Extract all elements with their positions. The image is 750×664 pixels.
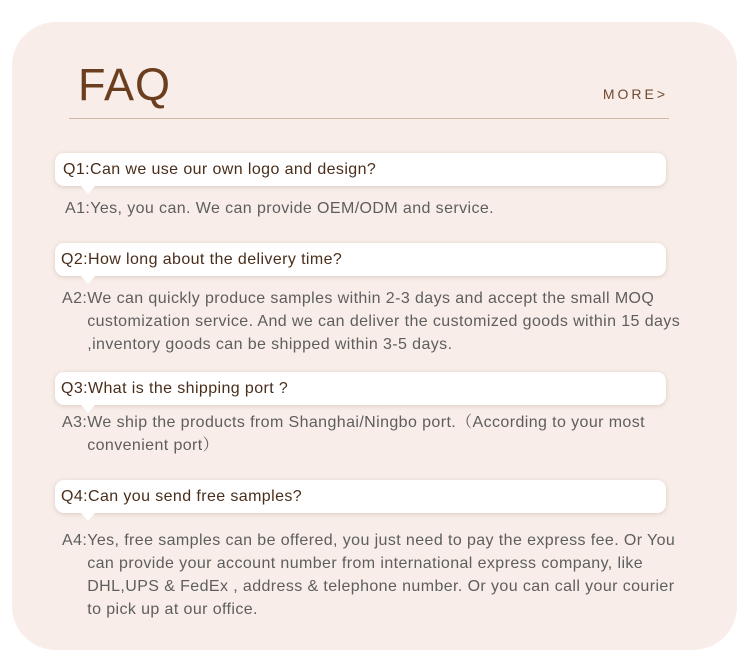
answer-label-2: A2: xyxy=(62,290,88,307)
answer-label-4: A4: xyxy=(62,532,88,549)
answer-label-3: A3: xyxy=(62,414,88,431)
more-link[interactable]: MORE> xyxy=(602,86,668,102)
answer-2 xyxy=(62,287,682,356)
answer-3 xyxy=(62,411,682,457)
question-box-1[interactable] xyxy=(55,153,666,186)
question-text-4: Q4:Can you send free samples? xyxy=(61,488,303,505)
answer-text-3: We ship the products from Shanghai/Ningbo port.（According to your most convenient port） xyxy=(87,414,645,454)
question-text-3: Q3:What is the shipping port ? xyxy=(61,380,289,397)
answer-1 xyxy=(65,197,685,220)
question-box-2[interactable] xyxy=(55,243,666,276)
header-divider xyxy=(69,118,669,119)
page-title: FAQ xyxy=(78,59,172,110)
answer-text-1: Yes, you can. We can provide OEM/ODM and service. xyxy=(90,200,494,217)
answer-text-4: Yes, free samples can be offered, you just need to pay the express fee. Or You can provide your account number from international express company, like DHL,UPS & FedEx , address & telephone number. Or you can call your courier to pick up at our office. xyxy=(87,532,676,618)
question-box-3[interactable] xyxy=(55,372,666,405)
answer-text-2: We can quickly produce samples within 2-3 days and accept the small MOQ customization service. And we can deliver the customized goods within 15 days ,inventory goods can be shipped within 3-5 days. xyxy=(87,290,681,353)
answer-label-1: A1: xyxy=(65,200,91,217)
question-text-1: Q1:Can we use our own logo and design? xyxy=(63,161,377,178)
question-text-2: Q2:How long about the delivery time? xyxy=(61,251,343,268)
answer-4 xyxy=(62,529,682,621)
question-box-4[interactable] xyxy=(55,480,666,513)
